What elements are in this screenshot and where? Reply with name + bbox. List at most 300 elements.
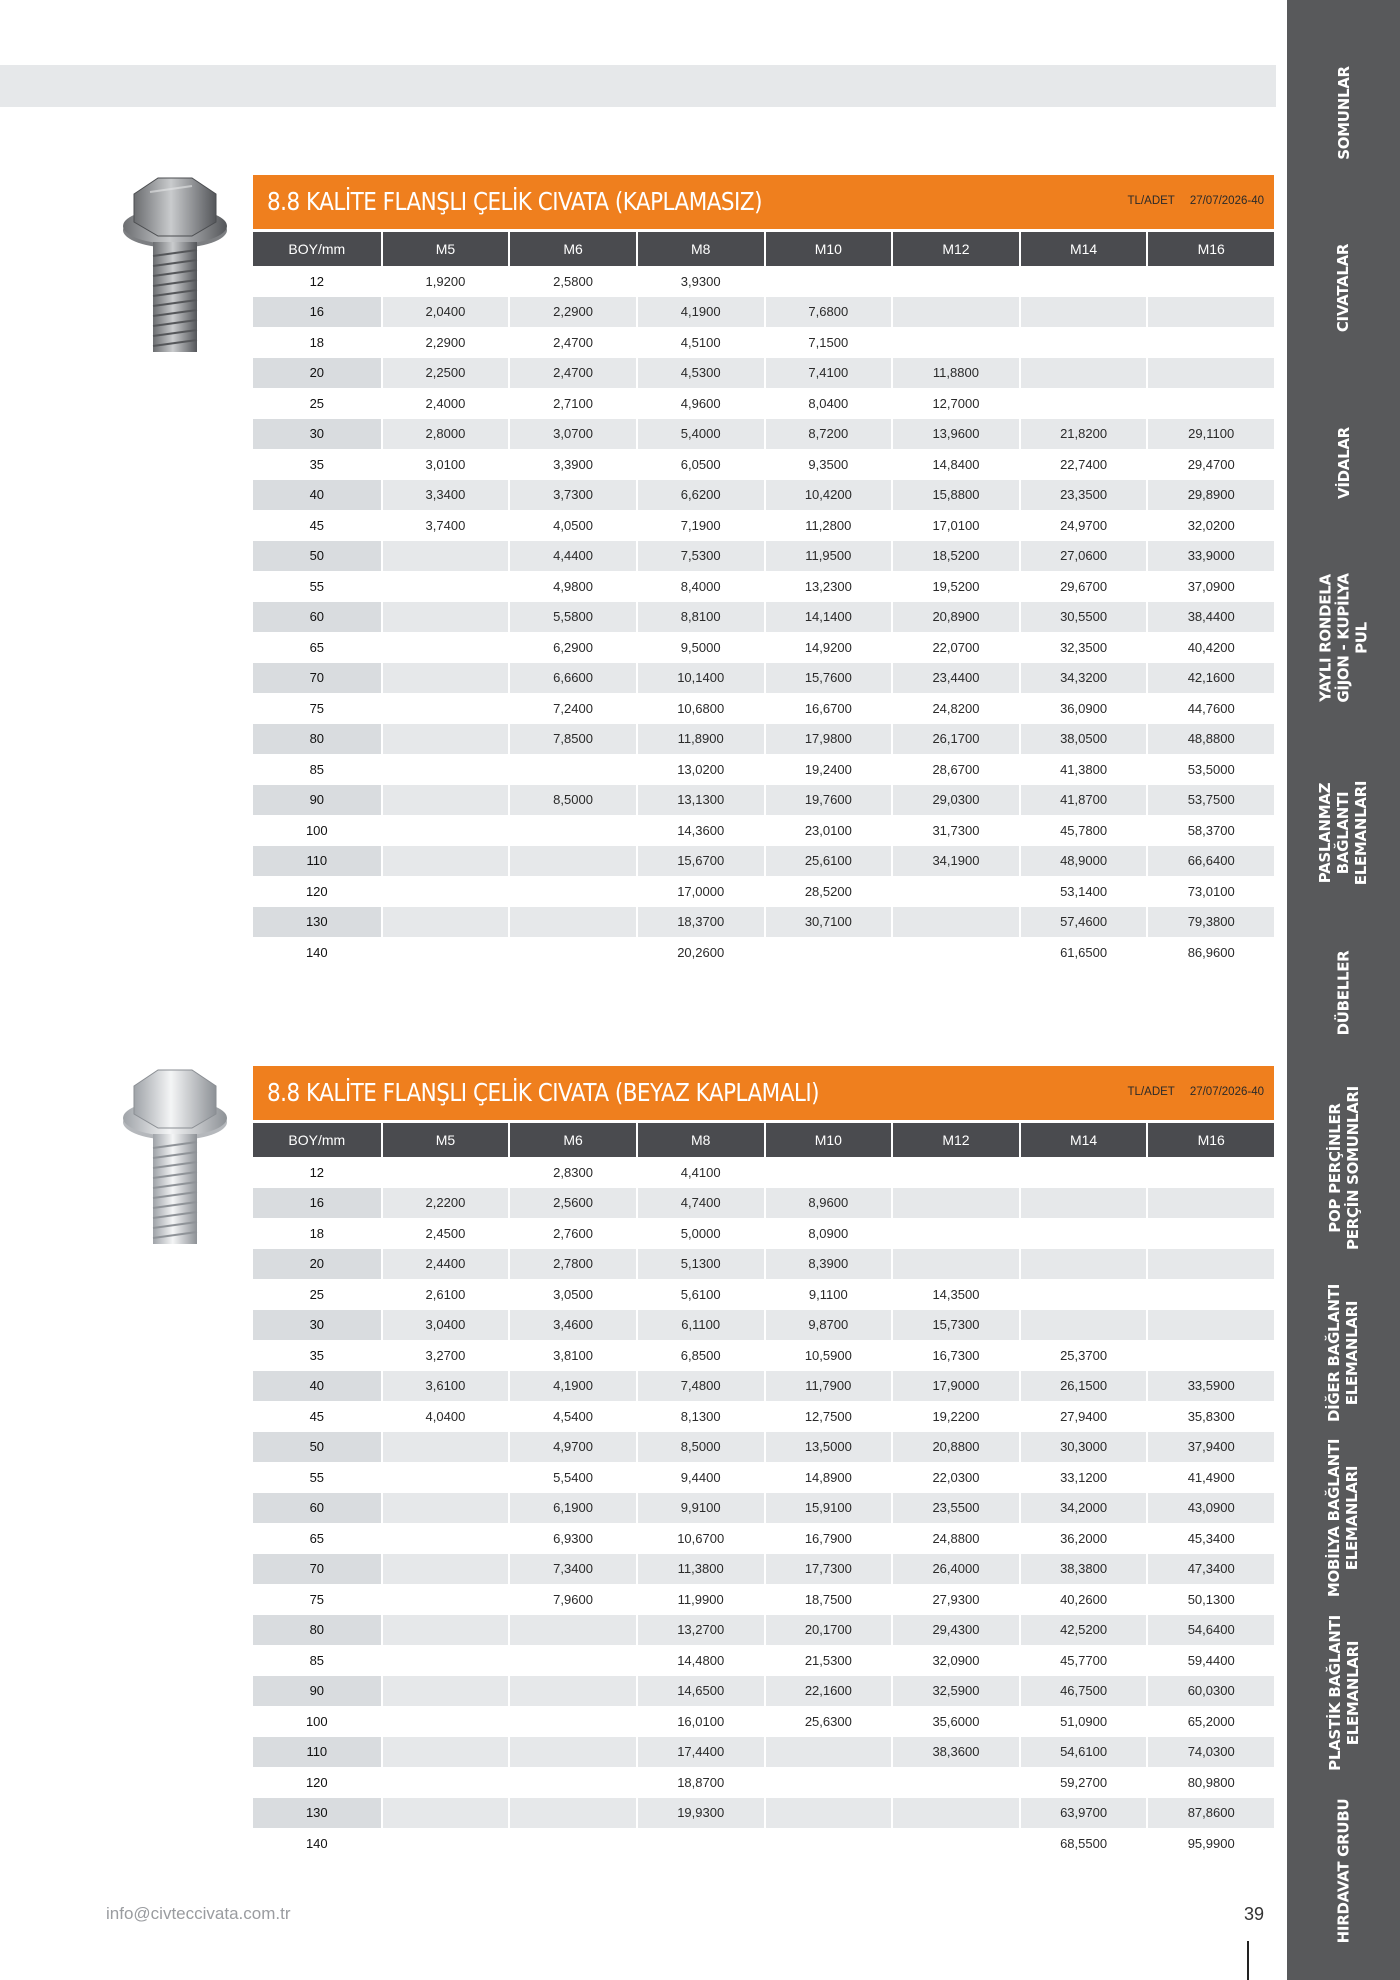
length-cell: 130 [253,1798,381,1829]
price-cell: 14,9200 [764,632,892,663]
price-cell: 3,7400 [381,510,509,541]
price-cell: 33,1200 [1019,1462,1147,1493]
price-cell: 8,9600 [764,1188,892,1219]
length-cell: 90 [253,1676,381,1707]
price-cell: 14,3600 [636,815,764,846]
length-cell: 85 [309,1652,325,1668]
price-cell [636,1828,764,1859]
price-cell: 30,3000 [1019,1432,1147,1463]
length-cell: 65 [309,639,325,655]
table-row [253,297,1274,328]
price-cell [1146,1279,1274,1310]
price-cell [381,602,509,633]
price-cell: 57,4600 [1019,907,1147,938]
price-cell: 15,6700 [636,846,764,877]
length-cell: 40 [253,480,381,511]
bolt-plain-icon [120,172,230,358]
price-table [253,232,1274,968]
price-cell [381,571,509,602]
price-cell: 86,9600 [1146,937,1274,968]
price-cell [381,1157,509,1188]
table-row [253,815,1274,846]
price-cell [381,1554,509,1585]
price-cell: 32,3500 [1019,632,1147,663]
price-cell: 4,4100 [636,1157,764,1188]
price-section-zinc [253,1066,1274,1859]
section-title: 8.8 KALİTE FLANŞLI ÇELİK CIVATA (KAPLAMASIZ) [267,187,762,216]
price-cell: 18,3700 [636,907,764,938]
column-header-size: M6 [508,1123,636,1157]
price-cell [381,1676,509,1707]
price-cell: 3,0100 [381,449,509,480]
price-cell [1019,327,1147,358]
price-cell: 32,5900 [891,1676,1019,1707]
length-cell: 18 [309,334,325,350]
column-header-size: M6 [508,232,636,266]
price-cell: 33,5900 [1146,1371,1274,1402]
price-cell: 41,8700 [1019,785,1147,816]
table-row [253,480,1274,511]
table-row [253,358,1274,389]
sidebar-item-label: GİJON - KUPİLYA [1334,572,1353,703]
column-header-size: M8 [636,1123,764,1157]
sidebar-item-label: ELEMANLARI [1343,1640,1362,1745]
table-row [253,785,1274,816]
price-cell [381,1798,509,1829]
footer-email-link[interactable]: info@civteccivata.com.tr [106,1904,291,1923]
price-cell: 13,0200 [636,754,764,785]
length-cell: 16 [253,1188,381,1219]
price-cell: 15,7300 [891,1310,1019,1341]
price-cell: 29,8900 [1146,480,1274,511]
unit-label: TL/ADET [1127,195,1175,207]
price-cell: 11,8800 [891,358,1019,389]
price-cell [1019,1249,1147,1280]
column-header-size: M16 [1146,1123,1274,1157]
table-row [253,1310,1274,1341]
column-header-size: M5 [381,1123,509,1157]
price-cell: 35,6000 [891,1706,1019,1737]
price-cell: 17,0100 [891,510,1019,541]
table-header-row [253,1123,1274,1157]
table-row [253,663,1274,694]
price-cell: 17,9000 [891,1371,1019,1402]
price-cell: 36,0900 [1019,693,1147,724]
price-cell: 68,5500 [1019,1828,1147,1859]
price-cell [508,907,636,938]
price-cell: 26,4000 [891,1554,1019,1585]
table-header-row [253,232,1274,266]
price-cell: 73,0100 [1146,876,1274,907]
price-cell: 26,1700 [891,724,1019,755]
price-cell: 18,8700 [636,1767,764,1798]
price-cell: 3,3400 [381,480,509,511]
price-cell: 7,2400 [508,693,636,724]
price-cell: 22,1600 [764,1676,892,1707]
price-cell: 29,4700 [1146,449,1274,480]
sidebar-item-label: DÜBELLER [1334,950,1353,1035]
price-cell: 5,0000 [636,1218,764,1249]
price-cell: 21,5300 [764,1645,892,1676]
price-cell: 26,1500 [1019,1371,1147,1402]
price-cell: 41,3800 [1019,754,1147,785]
page-number: 39 [1244,1904,1265,1924]
price-cell: 20,8800 [891,1432,1019,1463]
price-cell: 80,9800 [1146,1767,1274,1798]
length-cell: 20 [253,358,381,389]
price-cell: 24,8800 [891,1523,1019,1554]
price-cell: 9,8700 [764,1310,892,1341]
price-cell: 11,9500 [764,541,892,572]
price-cell: 58,3700 [1146,815,1274,846]
price-cell [1146,358,1274,389]
price-cell: 17,9800 [764,724,892,755]
price-cell [508,876,636,907]
price-cell: 34,1900 [891,846,1019,877]
price-cell [891,266,1019,297]
price-cell: 53,7500 [1146,785,1274,816]
table-row [253,1584,1274,1615]
price-cell: 25,6300 [764,1706,892,1737]
price-cell: 2,4000 [381,388,509,419]
price-cell [381,632,509,663]
sidebar-item-label: SOMUNLAR [1334,65,1353,160]
price-cell: 24,9700 [1019,510,1147,541]
price-cell: 7,1500 [764,327,892,358]
price-cell: 5,1300 [636,1249,764,1280]
price-cell [508,1737,636,1768]
price-cell [764,937,892,968]
price-cell [381,1767,509,1798]
price-cell: 5,5400 [508,1462,636,1493]
price-cell [381,785,509,816]
price-cell: 2,2200 [381,1188,509,1219]
table-row [253,1615,1274,1646]
price-cell: 9,5000 [636,632,764,663]
table-row [253,1188,1274,1219]
table-row [253,1645,1274,1676]
price-cell: 20,2600 [636,937,764,968]
price-cell [381,1645,509,1676]
price-cell: 11,8900 [636,724,764,755]
price-cell: 37,0900 [1146,571,1274,602]
table-row [253,1432,1274,1463]
length-cell: 120 [305,883,328,899]
price-cell: 8,5000 [508,785,636,816]
sidebar-item-pop-percinler[interactable] [1287,1065,1400,1270]
price-cell [764,1157,892,1188]
table-row [253,419,1274,450]
price-cell: 14,8400 [891,449,1019,480]
price-cell: 6,2900 [508,632,636,663]
price-cell: 10,4200 [764,480,892,511]
price-cell: 16,7900 [764,1523,892,1554]
column-header-size: M14 [1019,1123,1147,1157]
price-cell [891,1157,1019,1188]
price-cell: 3,9300 [636,266,764,297]
price-cell: 15,7600 [764,663,892,694]
price-cell: 9,9100 [636,1493,764,1524]
section-meta [1116,195,1264,207]
sidebar-item-rondela[interactable] [1287,535,1400,740]
price-cell: 5,5800 [508,602,636,633]
price-cell [508,1767,636,1798]
price-cell: 95,9900 [1146,1828,1274,1859]
price-cell: 8,0400 [764,388,892,419]
price-cell: 10,6700 [636,1523,764,1554]
price-cell [1146,1218,1274,1249]
price-cell [381,693,509,724]
price-cell: 23,4400 [891,663,1019,694]
price-section-plain [253,175,1274,968]
price-cell: 2,5800 [508,266,636,297]
price-cell: 29,0300 [891,785,1019,816]
price-cell: 30,7100 [764,907,892,938]
price-cell: 17,4400 [636,1737,764,1768]
price-cell: 3,0400 [381,1310,509,1341]
price-cell: 13,2700 [636,1615,764,1646]
price-cell [381,1828,509,1859]
price-cell: 29,4300 [891,1615,1019,1646]
price-cell [891,1249,1019,1280]
price-cell: 66,6400 [1146,846,1274,877]
length-cell: 12 [309,273,325,289]
price-cell [381,1493,509,1524]
price-cell [381,1432,509,1463]
price-cell: 51,0900 [1019,1706,1147,1737]
price-cell: 45,7700 [1019,1645,1147,1676]
price-cell: 25,3700 [1019,1340,1147,1371]
price-cell: 8,7200 [764,419,892,450]
price-cell: 61,6500 [1019,937,1147,968]
price-cell [891,327,1019,358]
sidebar-item-label: PASLANMAZ [1316,782,1335,883]
sidebar-item-label: PLASTİK BAĞLANTI [1325,1614,1344,1771]
price-cell: 8,1300 [636,1401,764,1432]
price-cell [764,266,892,297]
price-cell: 24,8200 [891,693,1019,724]
table-row [253,1401,1274,1432]
price-cell: 42,1600 [1146,663,1274,694]
sidebar-item-label: VİDALAR [1334,426,1353,499]
price-cell [891,876,1019,907]
length-cell: 30 [253,1310,381,1341]
sidebar-item-label: CIVATALAR [1334,243,1353,332]
price-cell [508,1798,636,1829]
length-cell: 45 [309,1408,325,1424]
price-cell: 18,7500 [764,1584,892,1615]
column-header-size: M5 [381,232,509,266]
price-cell: 38,3800 [1019,1554,1147,1585]
price-cell: 27,9300 [891,1584,1019,1615]
category-sidebar [1287,0,1400,1980]
price-cell [381,1615,509,1646]
length-cell: 70 [253,1554,381,1585]
price-cell: 9,3500 [764,449,892,480]
price-cell: 2,2500 [381,358,509,389]
price-cell: 3,8100 [508,1340,636,1371]
table-row [253,1798,1274,1829]
price-cell [381,754,509,785]
price-cell: 44,7600 [1146,693,1274,724]
table-row [253,754,1274,785]
length-cell: 100 [305,822,328,838]
table-row [253,1157,1274,1188]
sidebar-item-label: BAĞLANTI [1334,791,1353,874]
price-cell: 4,5100 [636,327,764,358]
price-cell [1019,388,1147,419]
section-title-bar [253,1066,1274,1120]
price-cell [1146,388,1274,419]
price-cell: 8,3900 [764,1249,892,1280]
table-row [253,327,1274,358]
price-cell: 33,9000 [1146,541,1274,572]
table-row [253,846,1274,877]
price-cell [1146,266,1274,297]
price-cell [1019,297,1147,328]
length-cell: 18 [309,1225,325,1241]
length-cell: 75 [309,1591,325,1607]
price-cell: 2,5600 [508,1188,636,1219]
table-row [253,876,1274,907]
price-cell: 7,5300 [636,541,764,572]
price-cell: 10,6800 [636,693,764,724]
price-cell: 7,1900 [636,510,764,541]
price-cell: 13,1300 [636,785,764,816]
sidebar-item-label: ELEMANLARI [1352,780,1371,885]
price-cell [891,1188,1019,1219]
table-row [253,541,1274,572]
price-cell: 12,7500 [764,1401,892,1432]
length-cell: 80 [253,724,381,755]
price-cell [1146,1310,1274,1341]
price-cell [1019,1310,1147,1341]
price-cell [764,1737,892,1768]
price-cell: 40,4200 [1146,632,1274,663]
table-row [253,1706,1274,1737]
table-row [253,724,1274,755]
price-cell [508,1645,636,1676]
price-cell: 5,6100 [636,1279,764,1310]
sidebar-item-hirdavat[interactable] [1287,1768,1400,1973]
price-cell: 32,0900 [891,1645,1019,1676]
price-cell [1146,1157,1274,1188]
price-cell: 16,7300 [891,1340,1019,1371]
price-cell: 4,7400 [636,1188,764,1219]
price-cell: 2,4700 [508,327,636,358]
length-cell: 140 [305,944,328,960]
price-cell: 19,9300 [636,1798,764,1829]
price-cell: 6,1900 [508,1493,636,1524]
price-cell [508,846,636,877]
price-cell: 3,2700 [381,1340,509,1371]
price-cell [508,1676,636,1707]
sidebar-item-plastik[interactable] [1287,1590,1400,1795]
price-cell: 11,3800 [636,1554,764,1585]
price-cell: 4,9700 [508,1432,636,1463]
price-cell: 23,3500 [1019,480,1147,511]
price-cell: 17,7300 [764,1554,892,1585]
price-cell: 25,6100 [764,846,892,877]
price-cell: 19,5200 [891,571,1019,602]
price-cell: 28,6700 [891,754,1019,785]
price-cell: 11,9900 [636,1584,764,1615]
sidebar-item-label: ELEMANLARI [1343,1300,1362,1405]
price-date: 27/07/2026-40 [1189,195,1264,207]
price-cell: 20,1700 [764,1615,892,1646]
table-row [253,1676,1274,1707]
price-cell: 53,1400 [1019,876,1147,907]
length-cell: 45 [309,517,325,533]
price-cell: 4,0400 [381,1401,509,1432]
price-cell: 2,2900 [508,297,636,328]
price-cell: 29,6700 [1019,571,1147,602]
price-date: 27/07/2026-40 [1189,1086,1264,1098]
price-cell [1019,266,1147,297]
price-cell: 30,5500 [1019,602,1147,633]
price-cell: 38,4400 [1146,602,1274,633]
column-header-size: M8 [636,232,764,266]
price-cell: 6,0500 [636,449,764,480]
price-cell: 27,9400 [1019,1401,1147,1432]
table-row [253,388,1274,419]
price-cell: 11,2800 [764,510,892,541]
column-header-size: M10 [764,1123,892,1157]
price-cell: 63,9700 [1019,1798,1147,1829]
sidebar-item-label: ELEMANLARI [1343,1465,1362,1570]
length-cell: 20 [253,1249,381,1280]
price-cell: 23,0100 [764,815,892,846]
price-cell: 13,5000 [764,1432,892,1463]
price-cell [764,1767,892,1798]
price-cell: 7,4100 [764,358,892,389]
price-cell: 20,8900 [891,602,1019,633]
price-cell [1019,1279,1147,1310]
price-cell: 22,0700 [891,632,1019,663]
length-cell: 25 [309,1286,325,1302]
length-cell: 55 [309,578,325,594]
price-cell: 4,4400 [508,541,636,572]
price-cell: 42,5200 [1019,1615,1147,1646]
price-cell [508,815,636,846]
sidebar-item-label: PERÇİN SOMUNLARI [1343,1085,1362,1250]
table-row [253,1218,1274,1249]
column-header-length: BOY/mm [253,232,381,266]
price-cell [508,754,636,785]
price-cell [381,876,509,907]
table-row [253,449,1274,480]
length-cell: 50 [253,541,381,572]
price-cell [381,663,509,694]
column-header-size: M12 [891,232,1019,266]
price-cell [381,541,509,572]
price-cell: 37,9400 [1146,1432,1274,1463]
price-cell: 41,4900 [1146,1462,1274,1493]
length-cell: 55 [309,1469,325,1485]
price-cell: 5,4000 [636,419,764,450]
price-cell: 31,7300 [891,815,1019,846]
price-cell: 2,7100 [508,388,636,419]
price-cell: 46,7500 [1019,1676,1147,1707]
price-cell [381,1737,509,1768]
price-cell: 59,2700 [1019,1767,1147,1798]
price-cell: 14,6500 [636,1676,764,1707]
sidebar-item-label: MOBİLYA BAĞLANTI [1325,1438,1344,1597]
price-cell: 14,4800 [636,1645,764,1676]
page-divider [1247,1941,1249,1980]
table-row [253,1493,1274,1524]
sidebar-item-label: HIRDAVAT GRUBU [1334,1798,1353,1943]
